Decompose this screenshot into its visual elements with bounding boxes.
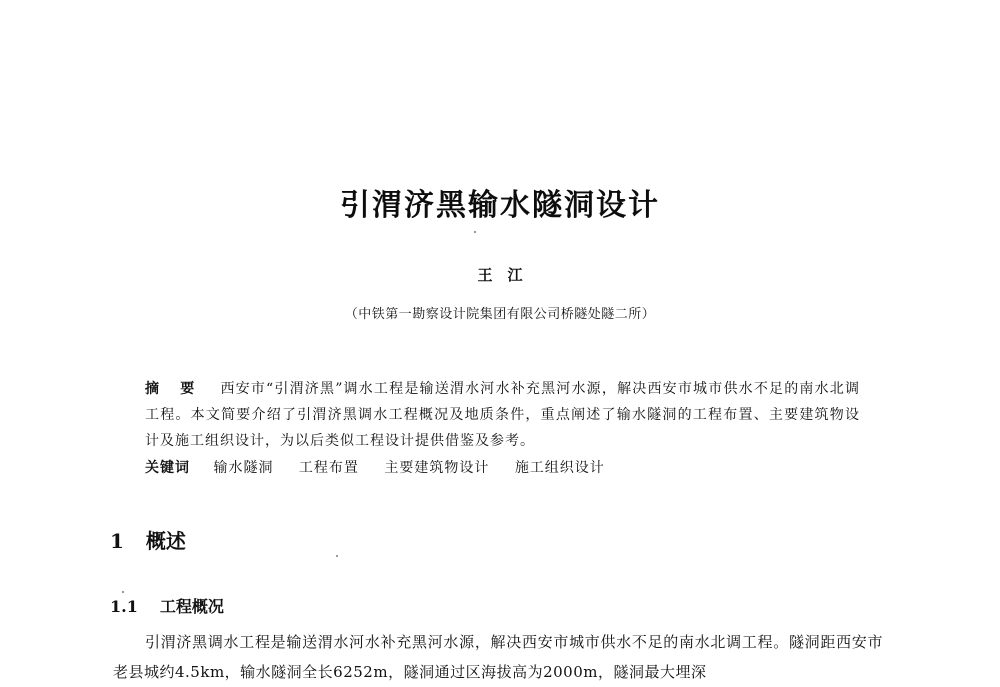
scan-speck bbox=[122, 591, 124, 593]
section-number: 1 bbox=[110, 529, 124, 553]
paper-title: 引渭济黑输水隧洞设计 bbox=[340, 188, 660, 223]
author-affiliation: （中铁第一勘察设计院集团有限公司桥隧处隧二所） bbox=[344, 307, 656, 322]
abstract-text: 西安市“引渭济黑”调水工程是输送渭水河水补充黑河水源，解决西安市城市供水不足的南水北调工程。本文简要介绍了引渭济黑调水工程概况及地质条件，重点阐述了输水隧洞的工程布置、主要建筑物设计及施工组织设计，为以后类似工程设计提供借鉴及参考。 bbox=[145, 381, 861, 449]
abstract-label: 摘 要 bbox=[145, 381, 203, 397]
author-name: 王 江 bbox=[477, 266, 523, 284]
keyword-item: 输水隧洞 bbox=[213, 460, 274, 476]
scan-speck bbox=[336, 555, 338, 557]
keyword-item: 施工组织设计 bbox=[514, 460, 605, 476]
subsection-title: 工程概况 bbox=[159, 597, 224, 616]
keywords-label: 关键词 bbox=[145, 460, 190, 476]
section-title: 概述 bbox=[145, 529, 186, 553]
subsection-heading bbox=[110, 594, 224, 617]
section-heading bbox=[110, 525, 186, 554]
abstract-block bbox=[145, 376, 860, 454]
keyword-item: 主要建筑物设计 bbox=[384, 460, 490, 476]
keyword-item: 工程布置 bbox=[298, 460, 359, 476]
subsection-number: 1.1 bbox=[110, 597, 138, 616]
keywords-block bbox=[145, 455, 860, 481]
scan-speck bbox=[474, 231, 476, 233]
body-paragraph: 引渭济黑调水工程是输送渭水河水补充黑河水源，解决西安市城市供水不足的南水北调工程。隧洞距西安市老县城约4.5km，输水隧洞全长6252m，隧洞通过区海拔高为2000m，隧洞最大埋深 bbox=[113, 633, 883, 681]
